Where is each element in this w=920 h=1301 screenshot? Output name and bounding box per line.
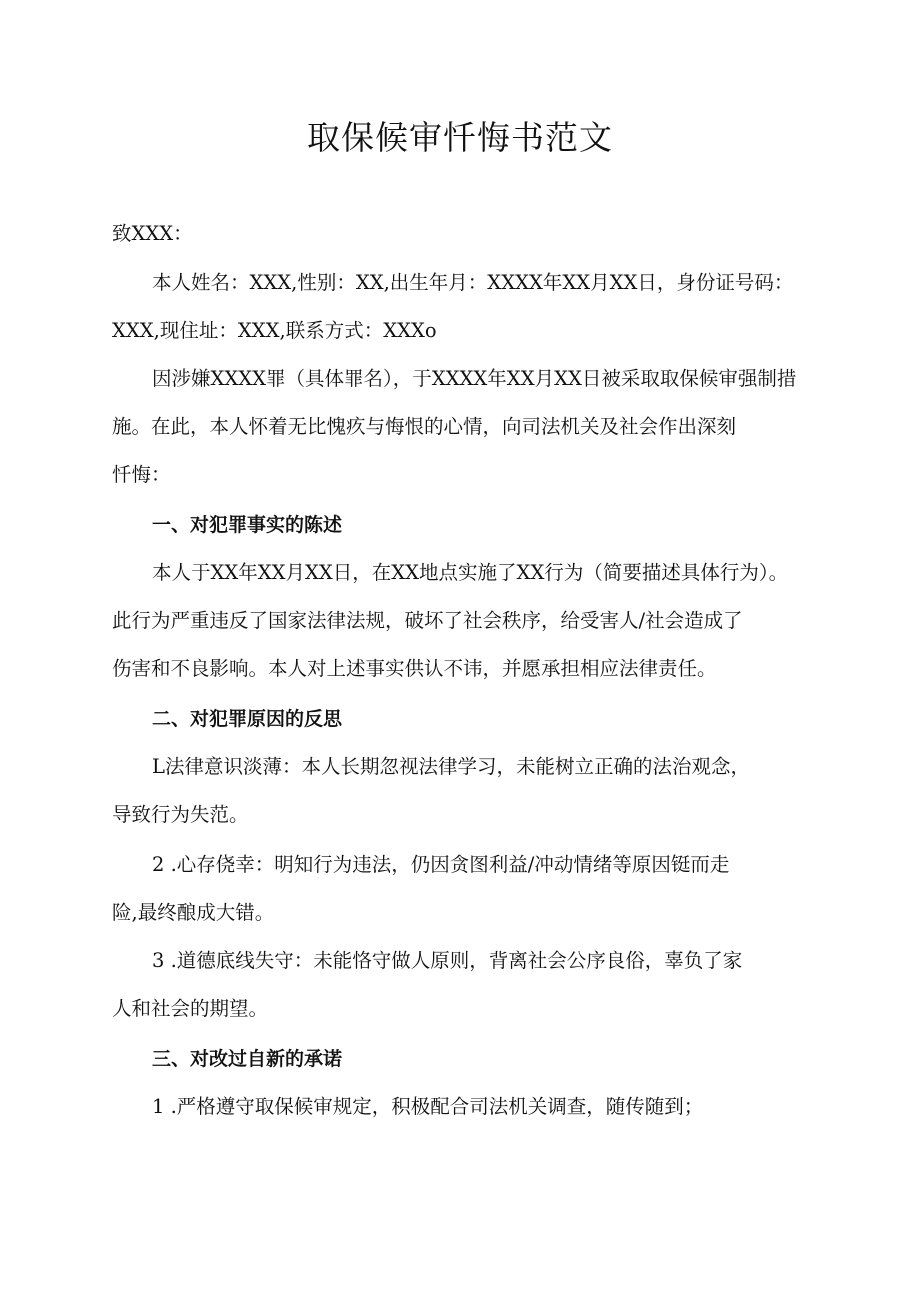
paragraph-line: 1 .严格遵守取保候审规定，积极配合司法机关调查，随传随到； (152, 1095, 704, 1118)
paragraph-line: 导致行为失范。 (112, 803, 249, 826)
section-heading: 三、对改过自新的承诺 (152, 1048, 343, 1070)
paragraph-line: 本人于XX年XX月XX日，在XX地点实施了XX行为（简要描述具体行为）。 (152, 561, 789, 584)
paragraph-line: XXX,现住址：XXX,联系方式：XXXo (112, 319, 437, 342)
paragraph-line: 险,最终酿成大错。 (112, 901, 275, 924)
paragraph-line: 人和社会的期望。 (112, 997, 269, 1020)
paragraph-line: 此行为严重违反了国家法律法规，破坏了社会秩序，给受害人/社会造成了 (112, 609, 743, 632)
paragraph-line: L法律意识淡薄：本人长期忽视法律学习，未能树立正确的法治观念， (152, 755, 750, 778)
paragraph-line: 3 .道德底线失守：未能恪守做人原则，背离社会公序良俗，辜负了家 (152, 949, 743, 972)
paragraph-line: 因涉嫌XXXX罪（具体罪名），于XXXX年XX月XX日被采取取保候审强制措 (152, 367, 797, 390)
paragraph-line: 本人姓名：XXX,性别：XX,出生年月：XXXX年XX月XX日，身份证号码： (152, 271, 794, 294)
paragraph-line: 2 .心存侥幸：明知行为违法，仍因贪图利益/冲动情绪等原因铤而走 (152, 853, 730, 876)
paragraph-line: 施。在此，本人怀着无比愧疚与悔恨的心情，向司法机关及社会作出深刻 (112, 415, 737, 438)
paragraph-line: 忏悔： (112, 463, 171, 486)
document-title: 取保候审忏悔书范文 (307, 118, 613, 157)
section-heading: 一、对犯罪事实的陈述 (152, 514, 343, 536)
salutation: 致XXX： (112, 222, 193, 245)
paragraph-line: 伤害和不良影响。本人对上述事实供认不讳，并愿承担相应法律责任。 (112, 657, 717, 680)
section-heading: 二、对犯罪原因的反思 (152, 708, 343, 730)
